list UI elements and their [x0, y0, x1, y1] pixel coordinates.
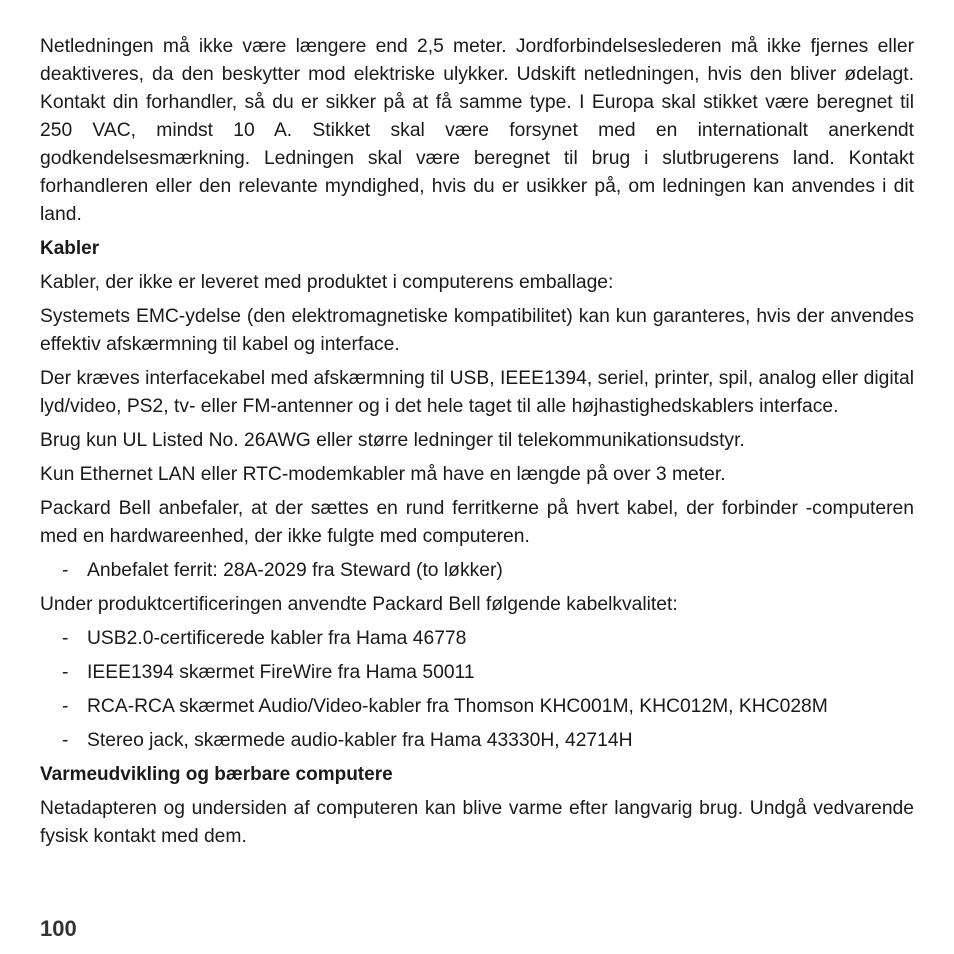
list-item-text: Stereo jack, skærmede audio-kabler fra Hama 43330H, 42714H	[87, 730, 633, 751]
section-heading-varme: Varmeudvikling og bærbare computere	[40, 764, 393, 785]
list-item	[40, 693, 914, 721]
paragraph: Brug kun UL Listed No. 26AWG eller større ledninger til telekommunikationsudstyr.	[40, 430, 745, 451]
list-item	[40, 659, 914, 687]
bullet-dash: -	[62, 662, 69, 683]
bullet-dash: -	[62, 696, 69, 717]
paragraph: Systemets EMC-ydelse (den elektromagnetiske kompatibilitet) kan kun garanteres, hvis der anvendes effektiv afskærmning til kabel og interface.	[40, 306, 914, 355]
paragraph: Under produktcertificeringen anvendte Packard Bell følgende kabelkvalitet:	[40, 594, 678, 615]
bullet-dash: -	[62, 560, 69, 581]
paragraph: Kun Ethernet LAN eller RTC-modemkabler må have en længde på over 3 meter.	[40, 464, 726, 485]
page-number: 100	[40, 916, 77, 941]
list-item	[40, 727, 914, 755]
list-item-text: RCA-RCA skærmet Audio/Video-kabler fra Thomson KHC001M, KHC012M, KHC028M	[87, 696, 828, 717]
list-item-text: USB2.0-certificerede kabler fra Hama 46778	[87, 628, 467, 649]
document-body	[40, 33, 914, 857]
list-item-text: IEEE1394 skærmet FireWire fra Hama 50011	[87, 662, 475, 683]
paragraph: Kabler, der ikke er leveret med produktet i computerens emballage:	[40, 272, 614, 293]
list-item-text: Anbefalet ferrit: 28A-2029 fra Steward (to løkker)	[87, 560, 503, 581]
paragraph: Packard Bell anbefaler, at der sættes en rund ferritkerne på hvert kabel, der forbinder -computeren med en hardwareenhed, der ikke fulgte med computeren.	[40, 498, 914, 547]
intro-paragraph: Netledningen må ikke være længere end 2,5 meter. Jordforbindelseslederen må ikke fjernes eller deaktiveres, da den beskytter mod elektriske ulykker. Udskift netledningen, hvis den bliver ødelagt. Kontakt din forhandler, så du er sikker på at få samme type. I Europa skal stikket være beregnet til 250 VAC, mindst 10 A. Stikket skal være forsynet med en internationalt anerkendt godkendelsesmærkning. Ledningen skal være beregnet til brug i slutbrugerens land. Kontakt forhandleren eller den relevante myndighed, hvis du er usikker på, om ledningen kan anvendes i dit land.	[40, 36, 914, 225]
section-heading-kabler: Kabler	[40, 238, 100, 259]
list-item	[40, 625, 914, 653]
paragraph: Netadapteren og undersiden af computeren kan blive varme efter langvarig brug. Undgå vedvarende fysisk kontakt med dem.	[40, 798, 914, 847]
paragraph: Der kræves interfacekabel med afskærmning til USB, IEEE1394, seriel, printer, spil, analog eller digital lyd/video, PS2, tv- eller FM-antenner og i det hele taget til alle højhastighedskablers interface.	[40, 368, 914, 417]
bullet-dash: -	[62, 628, 69, 649]
list-item	[40, 557, 914, 585]
bullet-dash: -	[62, 730, 69, 751]
